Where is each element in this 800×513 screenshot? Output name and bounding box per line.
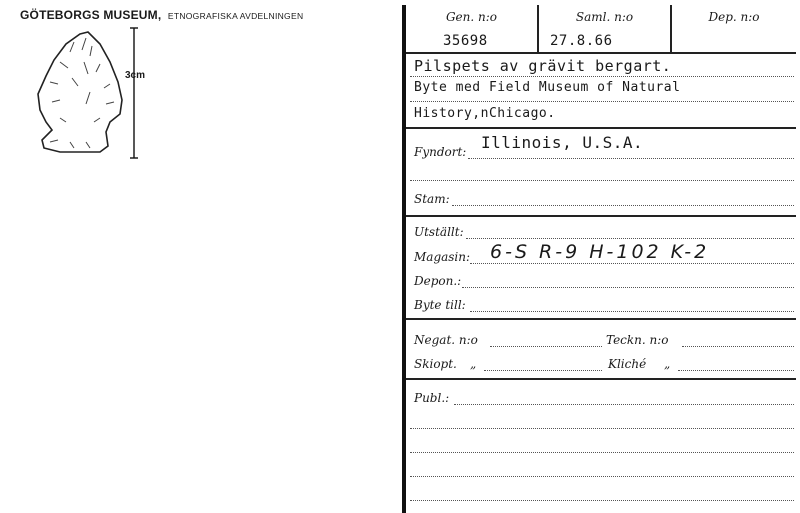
skiopt-label: Skiopt. [414, 357, 457, 371]
dotted-line [484, 370, 602, 371]
magasin-label: Magasin: [414, 250, 471, 264]
rule [406, 378, 796, 380]
rule [406, 127, 796, 129]
dotted-line [470, 263, 794, 264]
dotted-line [410, 76, 794, 77]
saml-no-value: 27.8.66 [550, 33, 613, 49]
scale-label: 3cm [125, 70, 146, 81]
description-line-1: Pilspets av grävit bergart. [414, 57, 672, 75]
kliche-label: Kliché [608, 357, 647, 371]
utstallt-label: Utställt: [414, 225, 464, 239]
dep-no-label: Dep. n:o [708, 10, 760, 24]
dotted-line [462, 287, 794, 288]
fyndort-value: Illinois, U.S.A. [481, 133, 644, 152]
dotted-line [410, 500, 794, 501]
dotted-line [466, 238, 794, 239]
description-line-2: Byte med Field Museum of Natural [414, 80, 681, 95]
department-name: ETNOGRAFISKA AVDELNINGEN [167, 11, 304, 21]
dotted-line [470, 311, 794, 312]
rule [406, 215, 796, 217]
byte-till-label: Byte till: [414, 298, 466, 312]
skiopt-ditto: „ [470, 357, 477, 371]
kliche-ditto: „ [664, 357, 671, 371]
card-divider [402, 5, 406, 513]
dotted-line [452, 205, 794, 206]
dotted-line [410, 101, 794, 102]
museum-name: GÖTEBORGS MUSEUM, [20, 8, 162, 22]
dotted-line [410, 428, 794, 429]
dotted-line [468, 158, 794, 159]
negat-no-label: Negat. n:o [414, 333, 478, 347]
dotted-line [410, 476, 794, 477]
dotted-line [682, 346, 794, 347]
rule [406, 318, 796, 320]
stam-label: Stam: [414, 192, 450, 206]
dotted-line [678, 370, 794, 371]
magasin-value: 6-S R-9 H-102 K-2 [490, 241, 710, 263]
fyndort-label: Fyndort: [414, 145, 467, 159]
dotted-line [410, 180, 794, 181]
publ-label: Publ.: [414, 391, 450, 405]
dotted-line [490, 346, 602, 347]
gen-no-label: Gen. n:o [445, 10, 498, 24]
teckn-no-label: Teckn. n:o [606, 333, 669, 347]
depon-label: Depon.: [414, 274, 462, 288]
description-line-3: History,nChicago. [414, 106, 556, 121]
rule [406, 52, 796, 54]
arrowhead-sketch [30, 22, 140, 162]
dotted-line [454, 404, 794, 405]
saml-no-label: Saml. n:o [575, 10, 634, 24]
gen-no-value: 35698 [443, 33, 488, 49]
dotted-line [410, 452, 794, 453]
